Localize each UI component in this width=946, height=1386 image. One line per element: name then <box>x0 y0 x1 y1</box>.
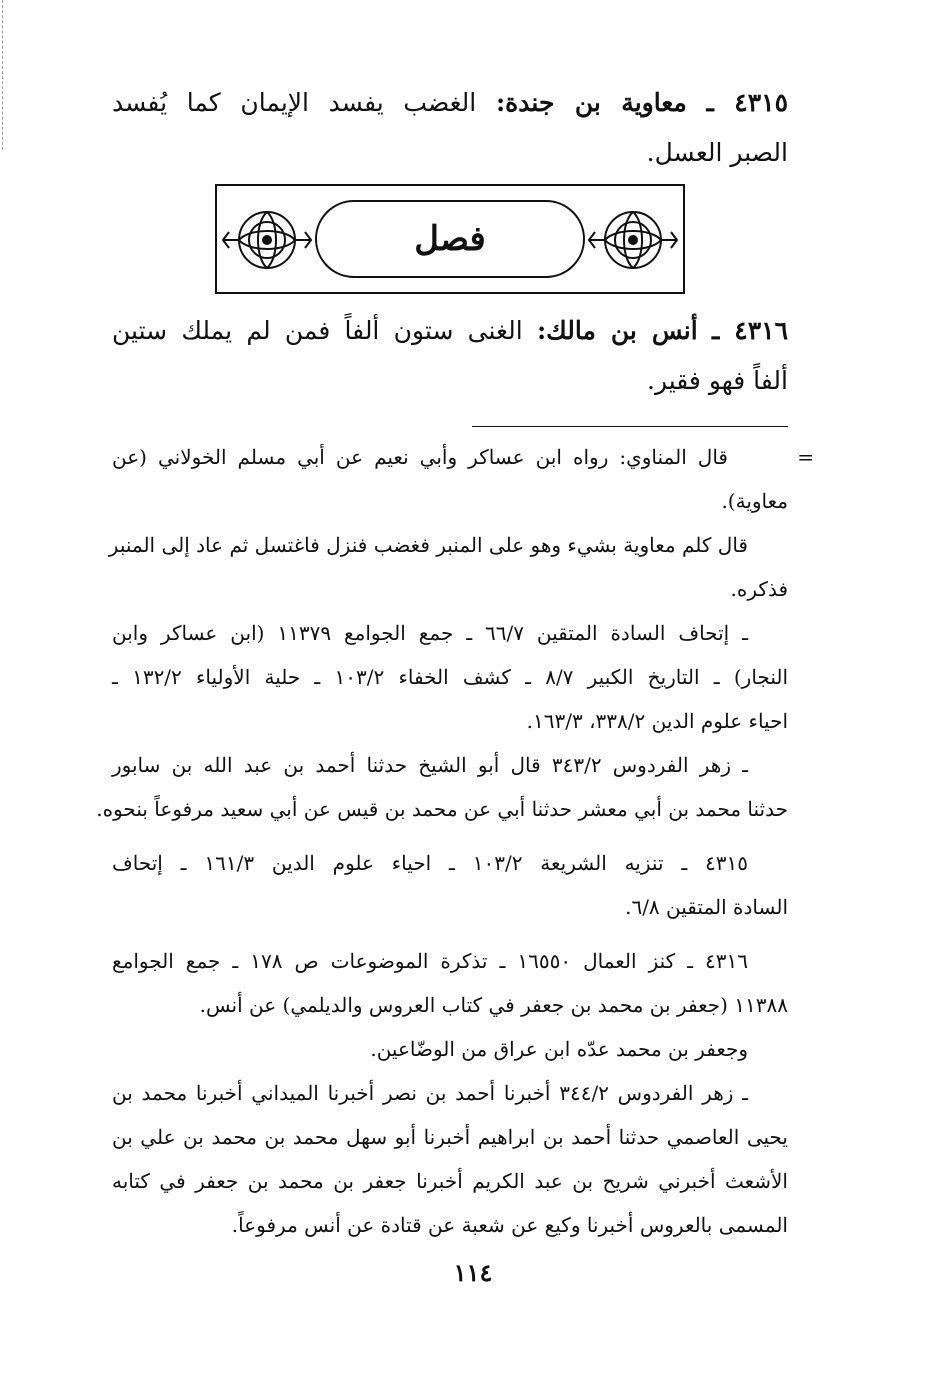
footnote-divider <box>472 426 788 427</box>
footnote-line: الأشعث أخبرني شريح بن عبد الكريم أخبرنا جعفر بن محمد بن جعفر في كتابه <box>112 1169 788 1193</box>
footnote-line: فذكره. <box>730 577 788 601</box>
footnote-paragraph <box>112 655 788 743</box>
continuation-marker: = <box>797 445 814 469</box>
margin-mark <box>2 0 3 150</box>
footnote-line: يحيى العاصمي حدثنا أحمد بن ابراهيم أخبرنا أبو سهل محمد بن محمد بن علي بن <box>112 1125 788 1149</box>
footnote-line: ـ زهر الفردوس ٣٤٣/٢ قال أبو الشيخ حدثنا أحمد بن عبد الله بن سابور <box>112 753 749 777</box>
footnote-paragraph <box>112 1027 788 1071</box>
footnote-line: المسمى بالعروس أخبرنا وكيع عن شعبة عن قتادة عن أنس مرفوعاً. <box>231 1213 788 1237</box>
entry-number: ٤٣١٦ ـ <box>711 316 788 345</box>
entry-line <box>112 78 788 128</box>
footnote-line: ـ إتحاف السادة المتقين ٦٦/٧ ـ جمع الجوامع ١١٣٧٩ (ابن عساكر وابن <box>112 621 748 645</box>
footnote-line: السادة المتقين ٦/٨. <box>625 895 788 919</box>
footnote-line: ـ زهر الفردوس ٣٤٤/٢ أخبرنا أحمد بن نصر أخبرنا الميداني أخبرنا محمد بن <box>112 1081 748 1105</box>
footnote-paragraph <box>112 743 788 787</box>
entry-number: ٤٣١٥ ـ <box>706 88 788 117</box>
arabesque-ornament-icon <box>219 200 315 280</box>
footnote-paragraph <box>112 885 788 929</box>
section-heading-cartouche <box>315 200 585 278</box>
footnote-paragraph <box>112 1071 788 1115</box>
page-number: ١١٤ <box>453 1258 493 1287</box>
footnote-paragraph <box>112 983 788 1027</box>
entry-4315 <box>112 78 788 178</box>
footnote-paragraph <box>112 611 788 655</box>
footnote-paragraph <box>112 567 788 611</box>
page-body <box>96 78 814 1247</box>
footnote-paragraph <box>108 523 788 567</box>
footnote-paragraph <box>112 479 788 523</box>
footnote-line: ١١٣٨٨ (جعفر بن محمد بن جعفر في كتاب العروس والديلمي) عن أنس. <box>199 993 788 1017</box>
footnote-paragraph <box>112 435 788 479</box>
footnote-line: وجعفر بن محمد عدّه ابن عراق من الوضّاعين. <box>370 1037 748 1061</box>
entry-narrator: أنس بن مالك: <box>536 316 698 345</box>
footnote-line: احياء علوم الدين ٣٣٨/٢، ١٦٣/٣. <box>526 709 788 733</box>
section-title: فصل <box>414 219 486 259</box>
footnote-line: قال المناوي: رواه ابن عساكر وأبي نعيم عن أبي مسلم الخولاني (عن <box>112 445 728 469</box>
entry-4316 <box>112 306 788 406</box>
arabesque-ornament-icon <box>585 200 681 280</box>
entry-text: الغضب يفسد الإيمان كما يُفسد <box>112 88 477 117</box>
footnote-line: حدثنا محمد بن أبي معشر حدثنا أبي عن محمد بن قيس عن أبي سعيد مرفوعاً بنحوه. <box>96 797 788 821</box>
entry-text: الغنى ستون ألفاً فمن لم يملك ستين <box>112 316 523 345</box>
entry-line <box>112 306 788 356</box>
footnote-line: ٤٣١٦ ـ كنز العمال ١٦٥٥٠ ـ تذكرة الموضوعات ص ١٧٨ ـ جمع الجوامع <box>112 949 748 973</box>
footnote-line: قال كلم معاوية بشيء وهو على المنبر فغضب فنزل فاغتسل ثم عاد إلى المنبر <box>108 533 748 557</box>
footnote-line: معاوية). <box>721 489 788 513</box>
footnote-line: ٤٣١٥ ـ تنزيه الشريعة ١٠٣/٢ ـ احياء علوم الدين ١٦١/٣ ـ إتحاف <box>112 851 748 875</box>
footnote-paragraph <box>112 841 788 885</box>
footnote-paragraph <box>112 1115 788 1247</box>
entry-line: ألفاً فهو فقير. <box>647 366 788 395</box>
footnote-paragraph <box>112 939 788 983</box>
footnote-paragraph <box>96 787 788 831</box>
section-heading-frame <box>215 184 685 294</box>
footnotes <box>96 435 814 1247</box>
entry-line: الصبر العسل. <box>646 138 788 167</box>
footnote-line: النجار) ـ التاريخ الكبير ٨/٧ ـ كشف الخفاء ١٠٣/٢ ـ حلية الأولياء ١٣٢/٢ ـ <box>112 665 789 689</box>
entry-narrator: معاوية بن جندة: <box>495 88 687 117</box>
